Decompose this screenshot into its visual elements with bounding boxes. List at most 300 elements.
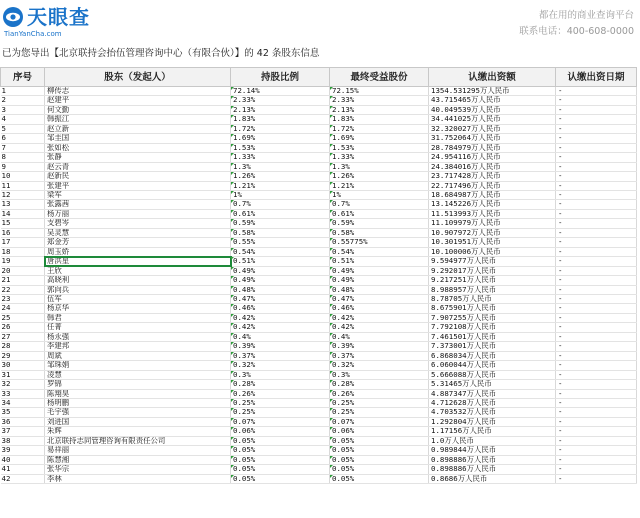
cell-subscribed-capital[interactable]: 6.868034万人民币 [429, 351, 556, 360]
cell-share-ratio[interactable]: 0.49% [231, 276, 330, 285]
table-row [1, 465, 637, 474]
logo-text: 天眼查 [27, 5, 90, 29]
cell-shareholder[interactable]: 高晓利 [45, 276, 231, 285]
cell-share-ratio[interactable]: 0.7% [231, 200, 330, 209]
table-row [1, 285, 637, 294]
cell-beneficial-share[interactable]: 1.72% [330, 124, 429, 133]
cell-index[interactable]: 16 [1, 228, 45, 237]
cell-beneficial-share[interactable]: 0.47% [330, 294, 429, 303]
table-row [1, 323, 637, 332]
cell-share-ratio[interactable]: 0.37% [231, 351, 330, 360]
cell-share-ratio[interactable]: 0.3% [231, 370, 330, 379]
cell-share-ratio[interactable]: 2.13% [231, 105, 330, 114]
tagline: 都在用的商业查询平台 [538, 10, 634, 21]
cell-share-ratio[interactable]: 0.05% [231, 446, 330, 455]
cell-shareholder[interactable]: 北京联持志同管理咨询有限责任公司 [45, 436, 231, 445]
cell-beneficial-share[interactable]: 0.48% [330, 285, 429, 294]
cell-shareholder[interactable]: 王欣 [45, 266, 231, 275]
cell-shareholder[interactable]: 杨万丽 [45, 209, 231, 218]
cell-share-ratio[interactable]: 0.46% [231, 304, 330, 313]
cell-index[interactable]: 38 [1, 436, 45, 445]
cell-subscribed-capital[interactable]: 22.717496万人民币 [429, 181, 556, 190]
cell-shareholder[interactable]: 朱辉 [45, 427, 231, 436]
table-row [1, 228, 637, 237]
cell-subscription-date[interactable]: - [556, 427, 637, 436]
cell-share-ratio[interactable]: 0.4% [231, 332, 330, 341]
cell-beneficial-share[interactable]: 0.28% [330, 380, 429, 389]
cell-beneficial-share[interactable]: 0.7% [330, 200, 429, 209]
cell-subscription-date[interactable]: - [556, 115, 637, 124]
cell-subscribed-capital[interactable]: 1354.531295万人民币 [429, 87, 556, 96]
cell-subscription-date[interactable]: - [556, 238, 637, 247]
cell-subscription-date[interactable]: - [556, 313, 637, 322]
cell-subscription-date[interactable]: - [556, 96, 637, 105]
cell-share-ratio[interactable]: 0.47% [231, 294, 330, 303]
table-row [1, 370, 637, 379]
cell-share-ratio[interactable]: 0.05% [231, 465, 330, 474]
cell-shareholder[interactable]: 张露茜 [45, 200, 231, 209]
table-row [1, 474, 637, 483]
cell-index[interactable]: 5 [1, 124, 45, 133]
cell-subscribed-capital[interactable]: 7.907255万人民币 [429, 313, 556, 322]
cell-subscription-date[interactable]: - [556, 294, 637, 303]
cell-beneficial-share[interactable]: 2.33% [330, 96, 429, 105]
cell-share-ratio[interactable]: 1.21% [231, 181, 330, 190]
cell-subscription-date[interactable]: - [556, 285, 637, 294]
cell-beneficial-share[interactable]: 1.69% [330, 134, 429, 143]
cell-share-ratio[interactable]: 0.49% [231, 266, 330, 275]
cell-subscribed-capital[interactable]: 4.712628万人民币 [429, 398, 556, 407]
cell-subscribed-capital[interactable]: 11.513993万人民币 [429, 209, 556, 218]
table-row [1, 304, 637, 313]
table-row [1, 408, 637, 417]
cell-index[interactable]: 39 [1, 446, 45, 455]
cell-subscribed-capital[interactable]: 7.792108万人民币 [429, 323, 556, 332]
table-row [1, 380, 637, 389]
cell-index[interactable]: 2 [1, 96, 45, 105]
cell-subscribed-capital[interactable]: 0.898886万人民币 [429, 465, 556, 474]
cell-beneficial-share[interactable]: 0.59% [330, 219, 429, 228]
cell-index[interactable]: 24 [1, 304, 45, 313]
cell-shareholder[interactable]: 张静 [45, 153, 231, 162]
cell-beneficial-share[interactable]: 0.05% [330, 436, 429, 445]
cell-shareholder[interactable]: 李建邦 [45, 342, 231, 351]
cell-subscription-date[interactable]: - [556, 332, 637, 341]
cell-beneficial-share[interactable]: 0.05% [330, 465, 429, 474]
header-col-beneficial-share[interactable]: 最终受益股份 [330, 68, 429, 87]
cell-shareholder[interactable]: 赵新民 [45, 172, 231, 181]
cell-subscribed-capital[interactable]: 1.292804万人民币 [429, 417, 556, 426]
cell-index[interactable]: 10 [1, 172, 45, 181]
table-row [1, 257, 637, 266]
cell-index[interactable]: 33 [1, 389, 45, 398]
cell-index[interactable]: 25 [1, 313, 45, 322]
cell-beneficial-share[interactable]: 0.25% [330, 398, 429, 407]
cell-beneficial-share[interactable]: 0.32% [330, 361, 429, 370]
cell-index[interactable]: 26 [1, 323, 45, 332]
shareholder-sheet[interactable] [0, 67, 640, 518]
cell-subscription-date[interactable]: - [556, 257, 637, 266]
cell-index[interactable]: 9 [1, 162, 45, 171]
cell-shareholder[interactable]: 毛宇强 [45, 408, 231, 417]
cell-subscription-date[interactable]: - [556, 342, 637, 351]
cell-share-ratio[interactable]: 0.05% [231, 455, 330, 464]
cell-shareholder[interactable]: 杨明鹏 [45, 398, 231, 407]
table-row [1, 172, 637, 181]
cell-shareholder[interactable]: 郑金芳 [45, 238, 231, 247]
cell-beneficial-share[interactable]: 0.05% [330, 446, 429, 455]
cell-share-ratio[interactable]: 0.05% [231, 474, 330, 483]
cell-share-ratio[interactable]: 1.53% [231, 143, 330, 152]
cell-beneficial-share[interactable]: 0.37% [330, 351, 429, 360]
table-row [1, 87, 637, 96]
table-row [1, 455, 637, 464]
cell-shareholder[interactable]: 吴灵慧 [45, 228, 231, 237]
cell-subscribed-capital[interactable]: 10.907972万人民币 [429, 228, 556, 237]
cell-index[interactable]: 18 [1, 247, 45, 256]
cell-share-ratio[interactable]: 0.32% [231, 361, 330, 370]
cell-subscribed-capital[interactable]: 18.684987万人民币 [429, 190, 556, 199]
cell-index[interactable]: 35 [1, 408, 45, 417]
cell-share-ratio[interactable]: 1% [231, 190, 330, 199]
cell-shareholder[interactable]: 赵建平 [45, 96, 231, 105]
cell-index[interactable]: 17 [1, 238, 45, 247]
table-row [1, 105, 637, 114]
cell-subscription-date[interactable]: - [556, 380, 637, 389]
cell-subscribed-capital[interactable]: 10.100006万人民币 [429, 247, 556, 256]
cell-beneficial-share[interactable]: 0.25% [330, 408, 429, 417]
table-row [1, 276, 637, 285]
cell-shareholder[interactable]: 罗锦 [45, 380, 231, 389]
cell-beneficial-share[interactable]: 0.39% [330, 342, 429, 351]
header-col-shareholder[interactable]: 股东（发起人） [45, 68, 231, 87]
cell-beneficial-share[interactable]: 0.42% [330, 313, 429, 322]
cell-beneficial-share[interactable]: 0.46% [330, 304, 429, 313]
cell-share-ratio[interactable]: 1.72% [231, 124, 330, 133]
cell-beneficial-share[interactable]: 0.54% [330, 247, 429, 256]
table-row [1, 153, 637, 162]
cell-subscribed-capital[interactable]: 5.31465万人民币 [429, 380, 556, 389]
cell-subscribed-capital[interactable]: 0.898886万人民币 [429, 455, 556, 464]
cell-shareholder[interactable]: 任菁 [45, 323, 231, 332]
cell-share-ratio[interactable]: 0.25% [231, 408, 330, 417]
cell-share-ratio[interactable]: 0.51% [231, 257, 330, 266]
cell-subscription-date[interactable]: - [556, 474, 637, 483]
table-row [1, 266, 637, 275]
cell-subscription-date[interactable]: - [556, 200, 637, 209]
table-row [1, 134, 637, 143]
cell-index[interactable]: 6 [1, 134, 45, 143]
cell-beneficial-share[interactable]: 0.3% [330, 370, 429, 379]
table-row [1, 162, 637, 171]
cell-share-ratio[interactable]: 0.07% [231, 417, 330, 426]
cell-share-ratio[interactable]: 0.26% [231, 389, 330, 398]
logo-subtext: TianYanCha.com [4, 30, 62, 38]
cell-beneficial-share[interactable]: 1.26% [330, 172, 429, 181]
cell-subscription-date[interactable]: - [556, 304, 637, 313]
cell-index[interactable]: 34 [1, 398, 45, 407]
cell-subscribed-capital[interactable]: 32.320027万人民币 [429, 124, 556, 133]
cell-share-ratio[interactable]: 0.06% [231, 427, 330, 436]
table-row [1, 219, 637, 228]
cell-index[interactable]: 37 [1, 427, 45, 436]
cell-beneficial-share[interactable]: 0.05% [330, 455, 429, 464]
cell-subscribed-capital[interactable]: 0.8686万人民币 [429, 474, 556, 483]
cell-index[interactable]: 13 [1, 200, 45, 209]
cell-subscription-date[interactable]: - [556, 190, 637, 199]
cell-subscription-date[interactable]: - [556, 209, 637, 218]
cell-subscribed-capital[interactable]: 4.887347万人民币 [429, 389, 556, 398]
cell-subscribed-capital[interactable]: 13.145226万人民币 [429, 200, 556, 209]
cell-share-ratio[interactable]: 0.48% [231, 285, 330, 294]
cell-subscription-date[interactable]: - [556, 323, 637, 332]
cell-subscribed-capital[interactable]: 34.441025万人民币 [429, 115, 556, 124]
cell-subscription-date[interactable]: - [556, 465, 637, 474]
cell-share-ratio[interactable]: 0.58% [231, 228, 330, 237]
cell-beneficial-share[interactable]: 0.61% [330, 209, 429, 218]
cell-subscription-date[interactable]: - [556, 124, 637, 133]
cell-beneficial-share[interactable]: 0.07% [330, 417, 429, 426]
cell-beneficial-share[interactable]: 1.83% [330, 115, 429, 124]
cell-shareholder[interactable]: 陈慧湘 [45, 455, 231, 464]
cell-index[interactable]: 23 [1, 294, 45, 303]
cell-subscribed-capital[interactable]: 23.717428万人民币 [429, 172, 556, 181]
table-row [1, 398, 637, 407]
cell-shareholder[interactable]: 何文勤 [45, 105, 231, 114]
cell-subscription-date[interactable]: - [556, 143, 637, 152]
cell-subscribed-capital[interactable]: 10.301951万人民币 [429, 238, 556, 247]
cell-subscription-date[interactable]: - [556, 389, 637, 398]
cell-subscription-date[interactable]: - [556, 436, 637, 445]
cell-share-ratio[interactable]: 1.3% [231, 162, 330, 171]
table-row [1, 209, 637, 218]
cell-subscribed-capital[interactable]: 6.060044万人民币 [429, 361, 556, 370]
cell-beneficial-share[interactable]: 0.49% [330, 266, 429, 275]
cell-index[interactable]: 12 [1, 190, 45, 199]
cell-shareholder[interactable]: 柳传志 [45, 87, 231, 96]
cell-index[interactable]: 31 [1, 370, 45, 379]
contact-phone: 联系电话：400-608-0000 [519, 26, 634, 37]
cell-share-ratio[interactable]: 1.33% [231, 153, 330, 162]
cell-beneficial-share[interactable]: 0.4% [330, 332, 429, 341]
cell-shareholder[interactable]: 唐洪星 [45, 257, 231, 266]
cell-share-ratio[interactable]: 2.33% [231, 96, 330, 105]
cell-beneficial-share[interactable]: 0.26% [330, 389, 429, 398]
cell-subscribed-capital[interactable]: 24.954116万人民币 [429, 153, 556, 162]
cell-index[interactable]: 32 [1, 380, 45, 389]
cell-subscription-date[interactable]: - [556, 181, 637, 190]
cell-subscription-date[interactable]: - [556, 153, 637, 162]
cell-shareholder[interactable]: 梁军 [45, 190, 231, 199]
cell-shareholder[interactable]: 赵立新 [45, 124, 231, 133]
cell-subscribed-capital[interactable]: 8.675901万人民币 [429, 304, 556, 313]
table-row [1, 247, 637, 256]
cell-beneficial-share[interactable]: 0.06% [330, 427, 429, 436]
cell-shareholder[interactable]: 杨永强 [45, 332, 231, 341]
cell-subscribed-capital[interactable]: 1.0万人民币 [429, 436, 556, 445]
cell-index[interactable]: 22 [1, 285, 45, 294]
header-col-index[interactable]: 序号 [1, 68, 45, 87]
cell-subscribed-capital[interactable]: 24.384016万人民币 [429, 162, 556, 171]
cell-shareholder[interactable]: 韩振江 [45, 115, 231, 124]
cell-share-ratio[interactable]: 0.54% [231, 247, 330, 256]
cell-share-ratio[interactable]: 0.25% [231, 398, 330, 407]
cell-index[interactable]: 41 [1, 465, 45, 474]
cell-beneficial-share[interactable]: 72.15% [330, 87, 429, 96]
cell-shareholder[interactable]: 张如松 [45, 143, 231, 152]
page-header [0, 0, 640, 44]
table-row [1, 417, 637, 426]
cell-subscription-date[interactable]: - [556, 87, 637, 96]
cell-beneficial-share[interactable]: 1.33% [330, 153, 429, 162]
cell-subscription-date[interactable]: - [556, 417, 637, 426]
cell-index[interactable]: 7 [1, 143, 45, 152]
table-row [1, 427, 637, 436]
table-row [1, 294, 637, 303]
cell-share-ratio[interactable]: 0.28% [231, 380, 330, 389]
table-row [1, 96, 637, 105]
cell-index[interactable]: 42 [1, 474, 45, 483]
cell-subscription-date[interactable]: - [556, 398, 637, 407]
table-row [1, 200, 637, 209]
cell-index[interactable]: 20 [1, 266, 45, 275]
cell-beneficial-share[interactable]: 1.21% [330, 181, 429, 190]
cell-subscription-date[interactable]: - [556, 105, 637, 114]
cell-index[interactable]: 3 [1, 105, 45, 114]
cell-shareholder[interactable]: 邹圭国 [45, 134, 231, 143]
cell-subscribed-capital[interactable]: 9.292017万人民币 [429, 266, 556, 275]
cell-shareholder[interactable]: 韩君 [45, 313, 231, 322]
cell-share-ratio[interactable]: 0.05% [231, 436, 330, 445]
cell-index[interactable]: 11 [1, 181, 45, 190]
cell-index[interactable]: 14 [1, 209, 45, 218]
cell-subscribed-capital[interactable]: 4.703532万人民币 [429, 408, 556, 417]
export-summary: 已为您导出【北京联持会抬伍管理咨询中心（有限合伙）】的 42 条股东信息 [2, 48, 320, 59]
table-row [1, 124, 637, 133]
cell-subscribed-capital[interactable]: 11.109979万人民币 [429, 219, 556, 228]
table-header-row [1, 68, 637, 87]
cell-shareholder[interactable]: 凌慧 [45, 370, 231, 379]
cell-share-ratio[interactable]: 0.42% [231, 313, 330, 322]
cell-beneficial-share[interactable]: 1.3% [330, 162, 429, 171]
cell-shareholder[interactable]: 伍军 [45, 294, 231, 303]
cell-shareholder[interactable]: 支碧岑 [45, 219, 231, 228]
cell-shareholder[interactable]: 李林 [45, 474, 231, 483]
cell-beneficial-share[interactable]: 0.05% [330, 474, 429, 483]
cell-share-ratio[interactable]: 0.61% [231, 209, 330, 218]
header-col-subscription-date[interactable]: 认缴出资日期 [556, 68, 637, 87]
header-col-subscribed-capital[interactable]: 认缴出资额 [429, 68, 556, 87]
cell-subscribed-capital[interactable]: 9.594977万人民币 [429, 257, 556, 266]
table-row [1, 342, 637, 351]
cell-shareholder[interactable]: 周玉娇 [45, 247, 231, 256]
cell-beneficial-share[interactable]: 0.58% [330, 228, 429, 237]
cell-index[interactable]: 8 [1, 153, 45, 162]
cell-beneficial-share[interactable]: 0.49% [330, 276, 429, 285]
cell-share-ratio[interactable]: 1.26% [231, 172, 330, 181]
cell-subscribed-capital[interactable]: 0.989844万人民币 [429, 446, 556, 455]
cell-subscribed-capital[interactable]: 31.752064万人民币 [429, 134, 556, 143]
header-col-share-ratio[interactable]: 持股比例 [231, 68, 330, 87]
cell-index[interactable]: 36 [1, 417, 45, 426]
cell-beneficial-share[interactable]: 0.51% [330, 257, 429, 266]
cell-shareholder[interactable]: 邹珠娟 [45, 361, 231, 370]
cell-subscription-date[interactable]: - [556, 351, 637, 360]
cell-beneficial-share[interactable]: 0.42% [330, 323, 429, 332]
cell-shareholder[interactable]: 陈翔昊 [45, 389, 231, 398]
cell-subscription-date[interactable]: - [556, 228, 637, 237]
cell-subscription-date[interactable]: - [556, 408, 637, 417]
shareholder-table [0, 67, 637, 484]
cell-subscription-date[interactable]: - [556, 162, 637, 171]
cell-subscribed-capital[interactable]: 8.78705万人民币 [429, 294, 556, 303]
cell-index[interactable]: 19 [1, 257, 45, 266]
cell-index[interactable]: 28 [1, 342, 45, 351]
cell-index[interactable]: 1 [1, 87, 45, 96]
cell-shareholder[interactable]: 张华宗 [45, 465, 231, 474]
cell-subscription-date[interactable]: - [556, 134, 637, 143]
cell-beneficial-share[interactable]: 1.53% [330, 143, 429, 152]
cell-index[interactable]: 40 [1, 455, 45, 464]
cell-subscribed-capital[interactable]: 8.988957万人民币 [429, 285, 556, 294]
table-row [1, 143, 637, 152]
cell-share-ratio[interactable]: 0.55% [231, 238, 330, 247]
cell-subscription-date[interactable]: - [556, 219, 637, 228]
cell-shareholder[interactable]: 赵云青 [45, 162, 231, 171]
cell-subscription-date[interactable]: - [556, 455, 637, 464]
cell-subscription-date[interactable]: - [556, 276, 637, 285]
cell-subscription-date[interactable]: - [556, 247, 637, 256]
cell-subscription-date[interactable]: - [556, 446, 637, 455]
cell-subscribed-capital[interactable]: 43.715465万人民币 [429, 96, 556, 105]
cell-shareholder[interactable]: 张建平 [45, 181, 231, 190]
cell-index[interactable]: 27 [1, 332, 45, 341]
cell-shareholder[interactable]: 周斌 [45, 351, 231, 360]
cell-beneficial-share[interactable]: 2.13% [330, 105, 429, 114]
cell-share-ratio[interactable]: 1.83% [231, 115, 330, 124]
cell-subscribed-capital[interactable]: 7.373001万人民币 [429, 342, 556, 351]
cell-subscribed-capital[interactable]: 28.784979万人民币 [429, 143, 556, 152]
cell-index[interactable]: 4 [1, 115, 45, 124]
cell-subscribed-capital[interactable]: 7.461501万人民币 [429, 332, 556, 341]
cell-beneficial-share[interactable]: 1% [330, 190, 429, 199]
cell-subscribed-capital[interactable]: 5.666088万人民币 [429, 370, 556, 379]
cell-index[interactable]: 15 [1, 219, 45, 228]
cell-shareholder[interactable]: 杨京华 [45, 304, 231, 313]
cell-beneficial-share[interactable]: 0.55775% [330, 238, 429, 247]
cell-share-ratio[interactable]: 0.39% [231, 342, 330, 351]
cell-subscription-date[interactable]: - [556, 266, 637, 275]
cell-subscribed-capital[interactable]: 40.049539万人民币 [429, 105, 556, 114]
cell-share-ratio[interactable]: 0.59% [231, 219, 330, 228]
cell-share-ratio[interactable]: 0.42% [231, 323, 330, 332]
cell-subscription-date[interactable]: - [556, 172, 637, 181]
cell-subscribed-capital[interactable]: 1.17156万人民币 [429, 427, 556, 436]
cell-share-ratio[interactable]: 72.14% [231, 87, 330, 96]
cell-shareholder[interactable]: 易祥丽 [45, 446, 231, 455]
cell-shareholder[interactable]: 刘进国 [45, 417, 231, 426]
cell-subscribed-capital[interactable]: 9.217251万人民币 [429, 276, 556, 285]
cell-shareholder[interactable]: 郭向兵 [45, 285, 231, 294]
cell-index[interactable]: 21 [1, 276, 45, 285]
table-row [1, 332, 637, 341]
cell-subscription-date[interactable]: - [556, 370, 637, 379]
cell-subscription-date[interactable]: - [556, 361, 637, 370]
cell-share-ratio[interactable]: 1.69% [231, 134, 330, 143]
cell-index[interactable]: 30 [1, 361, 45, 370]
cell-index[interactable]: 29 [1, 351, 45, 360]
table-row [1, 351, 637, 360]
